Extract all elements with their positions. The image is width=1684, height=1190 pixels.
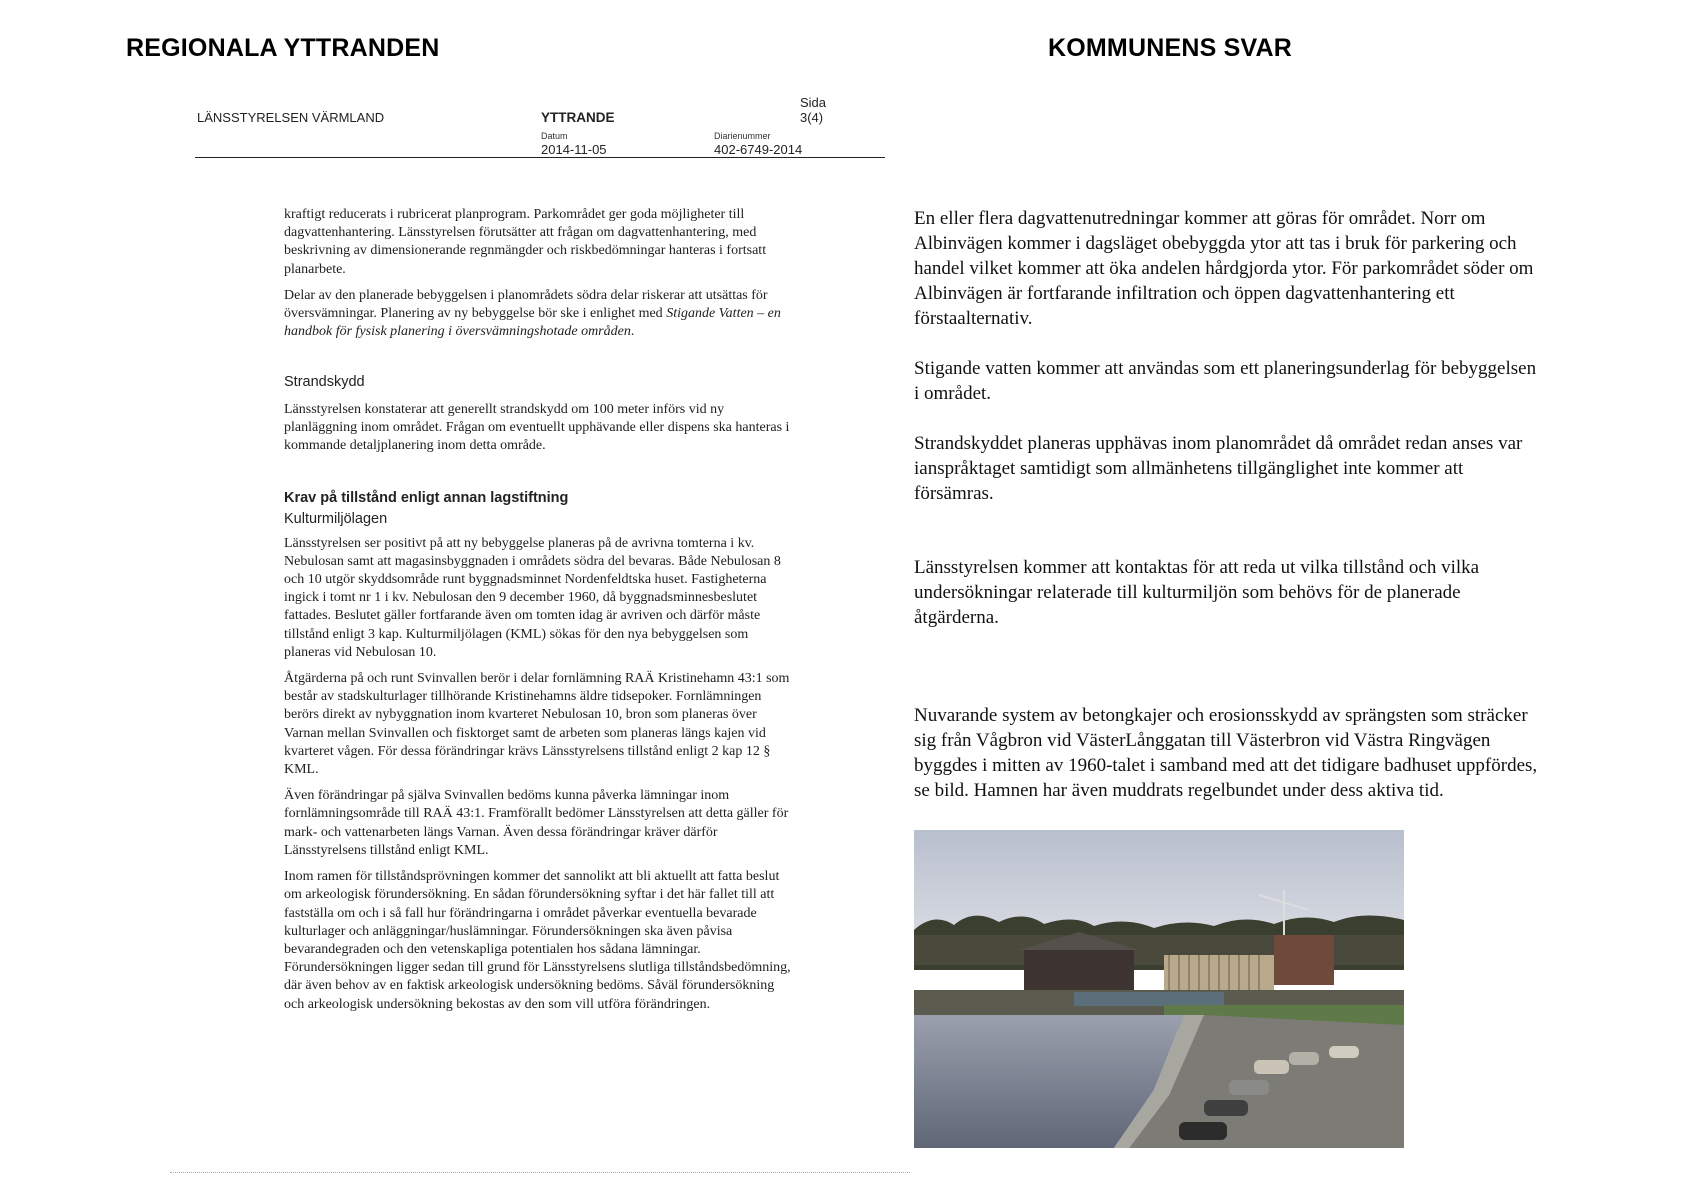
letterhead-page-value: 3(4) (800, 110, 824, 125)
reply-strandskydd: Strandskyddet planeras upphävas inom planområdet då området redan anses var ianspråktaget samtidigt som allmänhetens tillgänglighet inte kommer att försämras. (914, 433, 1523, 504)
page-bottom-rule (170, 1172, 910, 1173)
section-heading-strandskydd: Strandskydd (284, 374, 365, 391)
letter-paragraph-kultur-3: Även förändringar på själva Svinvallen bedöms kunna påverka lämningar inom fornlämningsområde till RAÄ 43:1. Framförallt bedömer Länsstyrelsen att detta gäller för mark- och vattenarbeten längs Varnan. Även dessa förändringar kräver därför Länsstyrelsens tillstånd enligt KML. (284, 788, 789, 858)
right-heading: KOMMUNENS SVAR (1048, 34, 1293, 62)
section-subheading-kulturmiljolagen: Kulturmiljölagen (284, 511, 388, 528)
reply-kulturmiljo: Länsstyrelsen kommer att kontaktas för att reda ut vilka tillstånd och vilka undersökningar relaterade till kulturmiljön som behövs för de planerade åtgärderna. (914, 557, 1480, 628)
reply-body (914, 206, 1544, 803)
reply-kajer: Nuvarande system av betongkajer och erosionsskydd av sprängsten som sträcker sig från Vågbron vid VästerLånggatan till Västerbron vid Västra Ringvägen byggdes i mitten av 1960-talet i samband med att det tidigare badhuset uppfördes, se bild. Hamnen har även muddrats regelbundet under dess aktiva tid. (914, 705, 1538, 801)
reply-dagvatten: En eller flera dagvattenutredningar kommer att göras för området. Norr om Albinvägen kommer i dagsläget obebyggda ytor att tas i bruk för parkering och handel vilket kommer att öka andelen hårdgjorda ytor. För parkområdet söder om Albinvägen är fortfarande infiltration och öppen dagvattenhantering ett förstaalternativ. (914, 208, 1534, 329)
letter-paragraph-kultur-4: Inom ramen för tillståndsprövningen kommer det sannolikt att bli aktuellt att fatta beslut om arkeologisk förundersökning. En sådan förundersökning syftar i det här fallet till att fastställa om och i så fall hur förändringarna i området påverkar eventuella bevarade kulturlager och anläggningar/huslämningar. Förundersökningen ska även påvisa bevarandegraden och den vetenskapliga potentialen hos sådana lämningar. Förundersökningen ligger sedan till grund för Länsstyrelsens slutliga tillståndsbedömning, där även behov av en faktisk arkeologisk undersökning bedöms. Såväl förundersökning och arkeologisk undersökning bekostas av den som vill utföra förändringen. (284, 869, 791, 1012)
left-heading: REGIONALA YTTRANDEN (126, 34, 440, 62)
letter-paragraph-dagvatten: kraftigt reducerats i rubricerat planprogram. Parkområdet ger goda möjligheter till dagvattenhantering. Länsstyrelsen förutsätter att frågan om dagvattenhantering, med beskrivning av dimensionerande regnmängder och riskbedömningar hanteras i fortsatt planarbete. (284, 207, 767, 277)
letterhead-date-label: Datum (541, 131, 568, 141)
section-heading-krav: Krav på tillstånd enligt annan lagstiftning (284, 490, 569, 507)
reply-stigande-vatten: Stigande vatten kommer att användas som ett planeringsunderlag för bebyggelsen i området. (914, 358, 1537, 404)
letter-text: . (630, 324, 635, 340)
letter-italic-reference: Stigande Vatten – en handbok för fysisk planering i översvämningshotade områden (284, 306, 781, 340)
letterhead-dnr-label: Diarienummer (714, 131, 771, 141)
photo-brick-building (1274, 935, 1334, 985)
letterhead-date-value: 2014-11-05 (541, 142, 607, 157)
letterhead-divider (195, 157, 885, 158)
harbor-construction-photo (914, 830, 1404, 1148)
photo-barracks (1074, 992, 1224, 1006)
letter-paragraph-kultur-1: Länsstyrelsen ser positivt på att ny bebyggelse planeras på de avrivna tomterna i kv. Nebulosan samt att magasinsbyggnaden i områdets södra del bevaras. Både Nebulosan 8 och 10 utgör skyddsområde runt byggnadsminnet Nordenfeldtska huset. Fastigheterna ingick i tomt nr 1 i kv. Nebulosan den 9 december 1960, då byggnadsminnesbeslutet fattades. Beslutet gäller fortfarande även om tomten idag är avriven och därför måste tillstånd enligt 3 kap. Kulturmiljölagen (KML) sökas för den nya bebyggelsen som planeras vid Nebulosan 10. (284, 535, 781, 660)
letter-text: Delar av den planerade bebyggelsen i planområdets södra delar riskerar att utsättas för översvämningar. Planering av ny bebyggelse bör ske i enlighet med (284, 287, 768, 322)
letterhead-doc-type: YTTRANDE (541, 110, 615, 125)
letter-body (284, 206, 792, 1022)
letterhead-page-label: Sida (800, 95, 827, 110)
letterhead-organization: LÄNSSTYRELSEN VÄRMLAND (197, 110, 385, 125)
photo-building-long (1024, 948, 1134, 990)
letter-paragraph-strandskydd: Länsstyrelsen konstaterar att generellt strandskydd om 100 meter införs vid ny planläggning inom området. Frågan om eventuellt upphävande eller dispens ska hanteras i kommande detaljplanering inom detta område. (284, 401, 790, 454)
letterhead-dnr-value: 402-6749-2014 (714, 142, 803, 157)
letter-paragraph-kultur-2: Åtgärderna på och runt Svinvallen berör i delar fornlämning RAÄ Kristinehamn 43:1 som består av stadskulturlager tillhörande Kristinehamns äldre tidsepoker. Fornlämningen berörs direkt av nybyggnation inom kvarteret Nebulosan 10, bron som planeras över Varnan mellan Svinvallen och fisktorget samt de arbeten som planeras längs kajen vid kvarteret vågen. För dessa förändringar krävs Länsstyrelsens tillstånd enligt 2 kap 12 § KML. (284, 671, 790, 778)
letter-paragraph-oversvamning (284, 287, 792, 342)
